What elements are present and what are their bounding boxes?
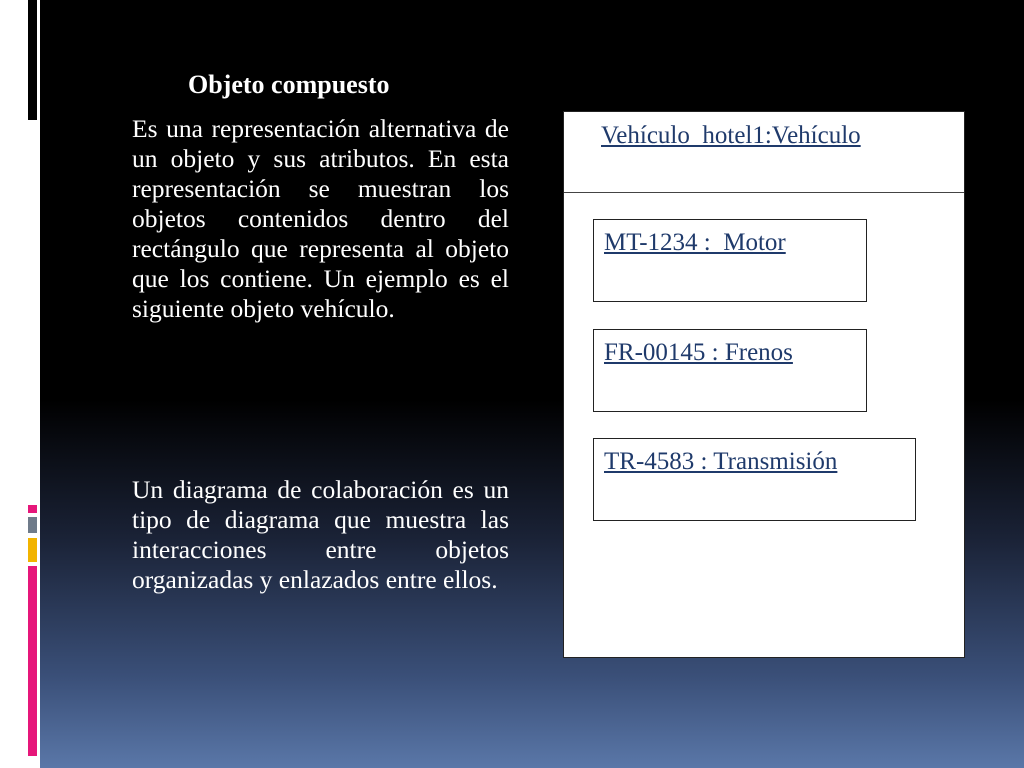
paragraph-composite-object: Es una representación alternativa de un objeto y sus atributos. En esta representación se muestran los objetos contenidos dentro del rectángulo que representa al objeto que los contiene. Un ejemplo es el siguiente objeto vehículo. <box>132 114 509 323</box>
object-name: Vehículo_hotel1:Vehículo <box>601 122 861 149</box>
paragraph-collaboration-diagram: Un diagrama de colaboración es un tipo de diagrama que muestra las interacciones entre objetos organizadas y enlazados entre ellos. <box>132 475 509 594</box>
object-header <box>564 112 964 193</box>
accent-bar-pink-long <box>28 566 37 756</box>
part-label: TR-4583 : Transmisión <box>604 448 838 475</box>
part-transmision <box>593 438 916 521</box>
composite-object-diagram <box>563 111 965 658</box>
accent-bar-gray <box>28 517 37 533</box>
accent-bar-yellow <box>28 538 37 562</box>
accent-bar-pink <box>28 505 37 513</box>
slide-title: Objeto compuesto <box>188 70 390 99</box>
part-motor <box>593 219 867 302</box>
part-label: MT-1234 : Motor <box>604 229 786 256</box>
part-frenos <box>593 329 867 412</box>
decorative-side-strip <box>0 0 40 768</box>
accent-bar-dark <box>28 0 37 120</box>
part-label: FR-00145 : Frenos <box>604 339 793 366</box>
